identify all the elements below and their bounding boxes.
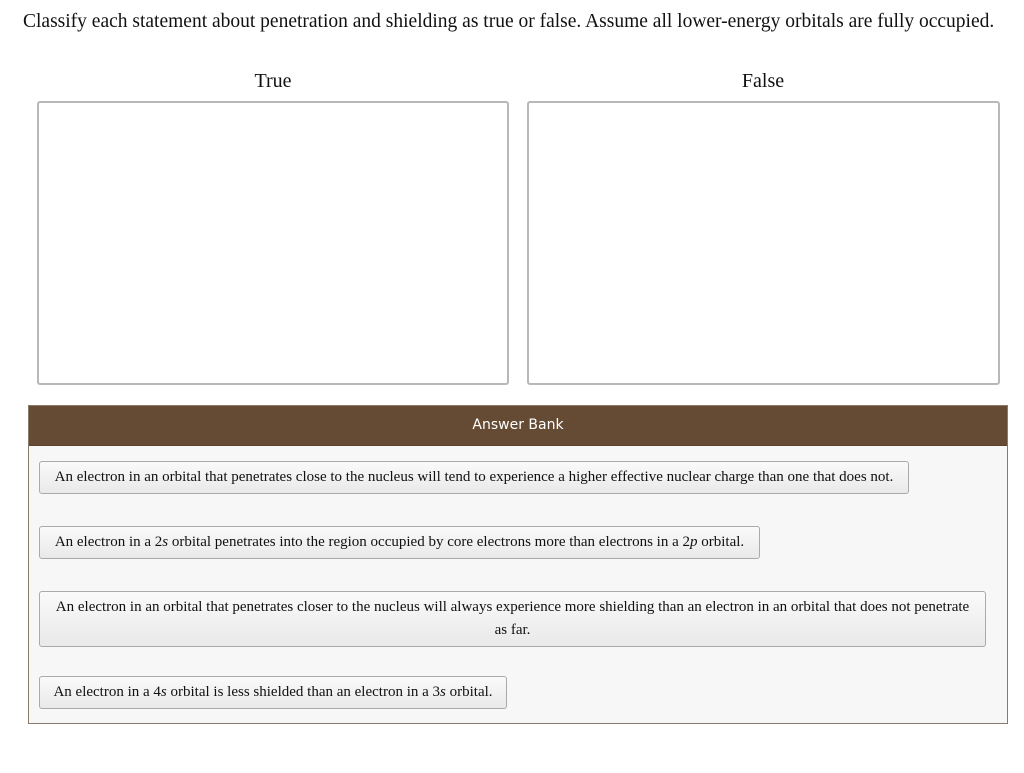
answer-bank bbox=[28, 405, 1008, 724]
false-drop-zone[interactable] bbox=[527, 101, 1000, 385]
true-drop-zone[interactable] bbox=[37, 101, 509, 385]
false-column-label: False bbox=[741, 70, 785, 92]
answer-card-1[interactable] bbox=[39, 461, 909, 494]
answer-card-4[interactable] bbox=[39, 676, 507, 709]
answer-bank-header: Answer Bank bbox=[29, 406, 1007, 446]
question-prompt: Classify each statement about penetration and shielding as true or false. Assume all lower-energy orbitals are fully occupied. bbox=[23, 11, 995, 32]
answer-card-3[interactable] bbox=[39, 591, 986, 647]
true-column-label: True bbox=[254, 70, 292, 92]
answer-card-4-text: An electron in a 4s orbital is less shielded than an electron in a 3s orbital. bbox=[53, 684, 493, 700]
answer-card-1-text: An electron in an orbital that penetrates close to the nucleus will tend to experience a higher effective nuclear charge than one that does not. bbox=[54, 469, 894, 485]
answer-card-2[interactable] bbox=[39, 526, 760, 559]
answer-card-2-text: An electron in a 2s orbital penetrates into the region occupied by core electrons more than electrons in a 2p orbital. bbox=[54, 534, 745, 550]
answer-card-3-text: An electron in an orbital that penetrates closer to the nucleus will always experience more shielding than an electron in an orbital that does not penetrate as far. bbox=[55, 599, 970, 638]
